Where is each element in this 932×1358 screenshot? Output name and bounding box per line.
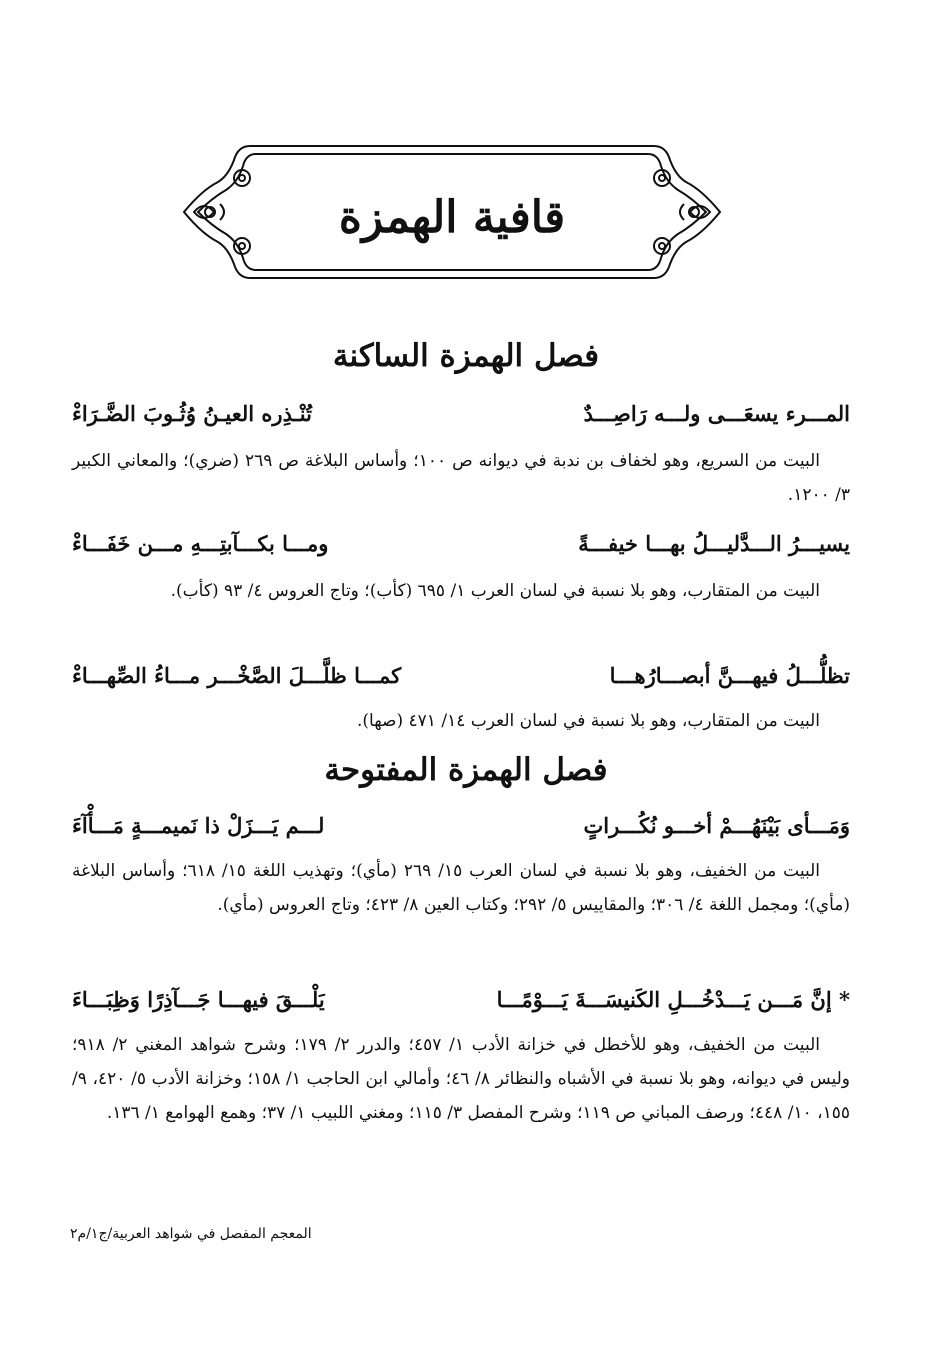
verse-second-hemistich: تُنْـذِره العيـنُ وُثُـوبَ الضَّـرَاءْ <box>72 401 312 426</box>
verse-second-hemistich: ومـــا بكـــآبتِـــهِ مـــن خَفَـــاءْ <box>72 531 329 556</box>
verse-commentary: البيت من السريع، وهو لخفاف بن ندبة في ديوانه ص ١٠٠؛ وأساس البلاغة ص ٢٦٩ (ضري)؛ والمعاني الكبير ٣/ ١٢٠٠. <box>72 451 850 505</box>
section-title-maftuha: فصل الهمزة المفتوحة <box>324 752 608 788</box>
verse-second-hemistich: كمـــا ظلَّـــلَ الصَّخْـــر مـــاءُ الصِّهـــاءْ <box>72 663 402 688</box>
chapter-title: قافية الهمزة <box>338 192 566 243</box>
section-title-sakina: فصل الهمزة الساكنة <box>332 338 600 374</box>
verse-first-hemistich: وَمَـــأى بَيْنَهُـــمْ أخـــو نُكُـــراتٍ <box>583 813 850 838</box>
verse-first-hemistich: تظلُّـــلُ فيهـــنَّ أبصـــارُهـــا <box>609 663 850 688</box>
page-footer: المعجم المفصل في شواهد العربية/ج١/م٢ <box>70 1226 312 1242</box>
verse-first-hemistich: * إنَّ مَـــن يَـــدْخُـــلِ الكَنيسَـــةَ يَـــوْمًـــا <box>496 987 850 1012</box>
verse-commentary: البيت من المتقارب، وهو بلا نسبة في لسان العرب ١٤/ ٤٧١ (صها). <box>357 711 820 731</box>
verse-second-hemistich: يَلْـــقَ فيهـــا جَـــآذِرًا وَظِبَـــاءَ <box>72 987 325 1012</box>
verse-first-hemistich: يسيـــرُ الـــدَّليـــلُ بهـــا خيفـــةً <box>578 531 850 556</box>
verse-first-hemistich: المـــرء يسعَـــى ولـــه رَاصِـــدٌ <box>583 401 850 426</box>
verse-commentary: البيت من الخفيف، وهو بلا نسبة في لسان العرب ١٥/ ٢٦٩ (مأي)؛ وتهذيب اللغة ١٥/ ٦١٨؛ وأساس البلاغة (مأي)؛ ومجمل اللغة ٤/ ٣٠٦؛ والمقاييس ٥/ ٢٩٢؛ وكتاب العين ٨/ ٤٢٣؛ وتاج العروس (مأي). <box>72 861 850 915</box>
verse-commentary: البيت من المتقارب، وهو بلا نسبة في لسان العرب ١/ ٦٩٥ (كأب)؛ وتاج العروس ٤/ ٩٣ (كأب). <box>170 581 820 601</box>
verse-line <box>72 394 850 434</box>
verse-commentary: البيت من الخفيف، وهو للأخطل في خزانة الأدب ١/ ٤٥٧؛ والدرر ٢/ ١٧٩؛ وشرح شواهد المغني ٢/ ٩١٨؛ وليس في ديوانه، وهو بلا نسبة في الأشباه والنظائر ٨/ ٤٦؛ وأمالي ابن الحاجب ١/ ١٥٨؛ وخزانة الأدب ٥/ ٤٢٠، ٩/ ١٥٥، ١٠/ ٤٤٨؛ ورصف المباني ص ١١٩؛ وشرح المفصل ٣/ ١١٥؛ ومغني اللبيب ١/ ٣٧؛ وهمع الهوامع ١/ ١٣٦. <box>72 1035 851 1123</box>
title-frame <box>180 138 724 298</box>
verse-line <box>72 656 850 696</box>
verse-second-hemistich: لـــم يَـــزَلْ ذا نَميمـــةٍ مَـــأْآءَ <box>72 813 325 838</box>
verse-line <box>72 806 850 846</box>
verse-line <box>72 524 850 564</box>
verse-line <box>72 980 850 1020</box>
